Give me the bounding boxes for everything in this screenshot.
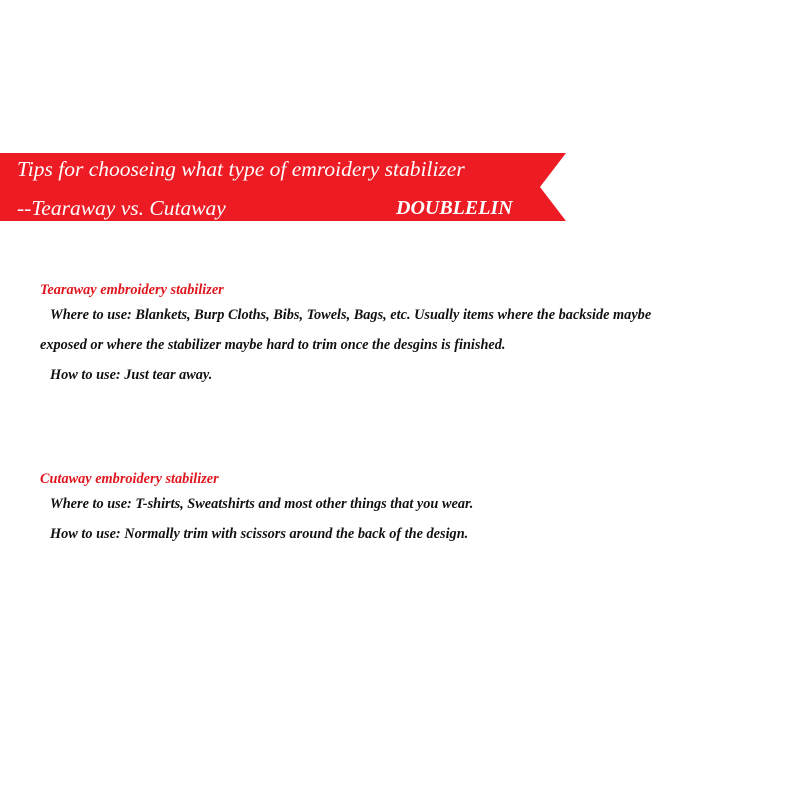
- tearaway-section-title: Tearaway embroidery stabilizer: [40, 282, 224, 298]
- tearaway-where-line-2: exposed or where the stabilizer maybe hard to trim once the desgins is finished.: [40, 337, 506, 353]
- tearaway-how: How to use: Just tear away.: [50, 367, 213, 383]
- tearaway-section: [40, 280, 760, 390]
- brand-name: DOUBLELIN: [396, 197, 513, 219]
- tearaway-where-line-1: Where to use: Blankets, Burp Cloths, Bibs, Towels, Bags, etc. Usually items where the backside maybe: [50, 307, 652, 323]
- cutaway-where: Where to use: T-shirts, Sweatshirts and most other things that you wear.: [50, 496, 474, 512]
- title-banner: [0, 153, 800, 221]
- section-spacer: [40, 390, 760, 469]
- banner-title-line-1: Tips for chooseing what type of emroidery stabilizer: [17, 157, 465, 181]
- cutaway-section: [40, 469, 760, 549]
- banner-title-line-2: --Tearaway vs. Cutaway: [17, 196, 226, 220]
- cutaway-section-title: Cutaway embroidery stabilizer: [40, 471, 219, 487]
- cutaway-how: How to use: Normally trim with scissors around the back of the design.: [50, 526, 469, 542]
- tips-content: [40, 280, 760, 549]
